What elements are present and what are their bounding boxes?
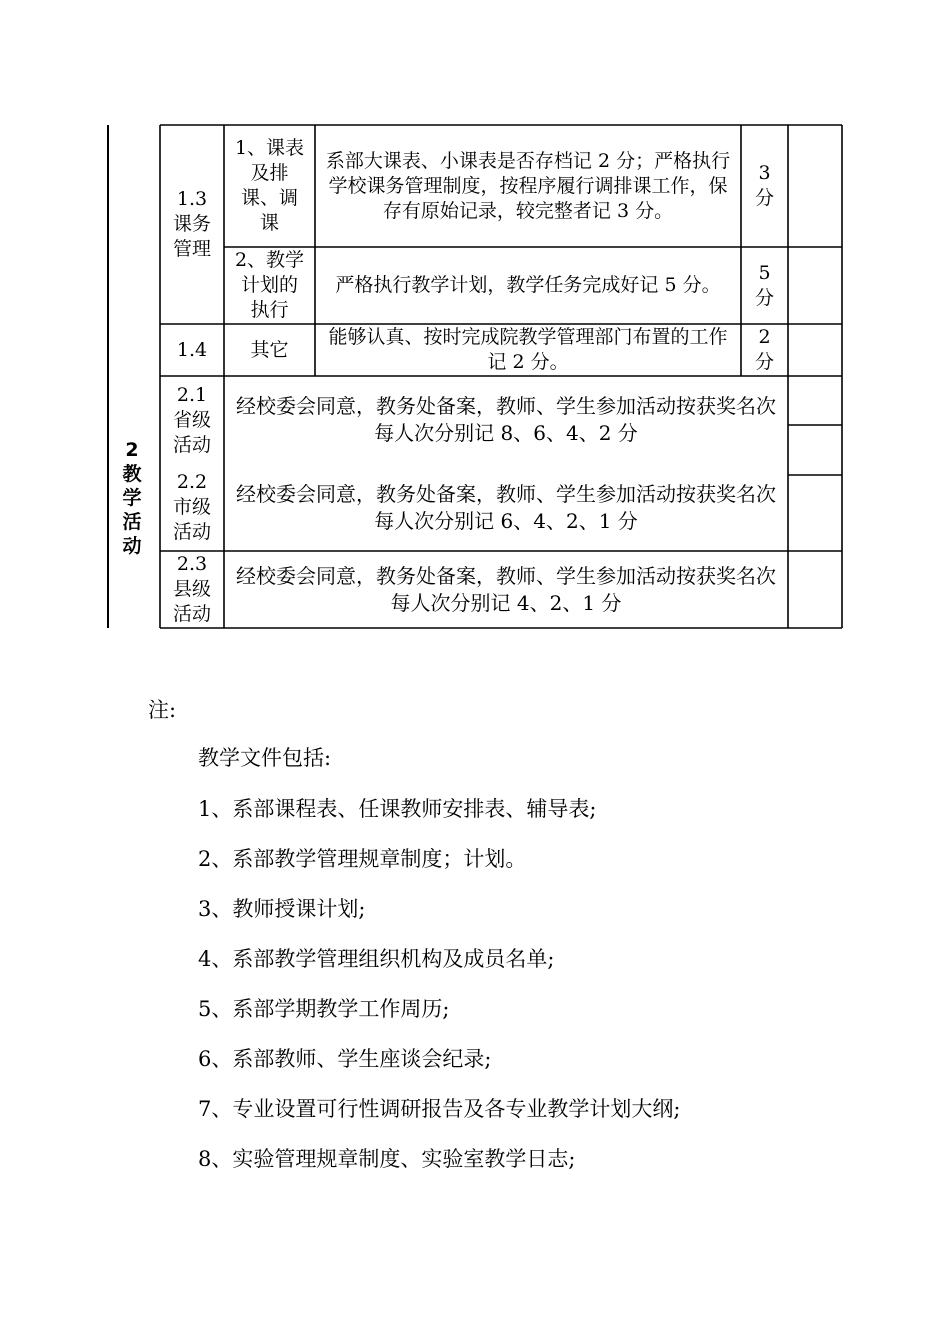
notes-item: 1、系部课程表、任课教师安排表、辅导表; <box>198 797 597 821</box>
row-2-1-label: 2.1 省级 活动 <box>172 383 211 456</box>
notes-item: 3、教师授课计划; <box>198 897 366 921</box>
notes-item: 5、系部学期教学工作周历; <box>198 997 450 1021</box>
notes-item: 8、实验管理规章制度、实验室教学日志; <box>198 1147 576 1171</box>
notes-intro: 教学文件包括: <box>198 746 332 770</box>
notes-item: 4、系部教学管理组织机构及成员名单; <box>198 947 555 971</box>
notes-item: 7、专业设置可行性调研报告及各专业教学计划大纲; <box>198 1097 681 1121</box>
row-1-3-label: 1.3 课务 管理 <box>172 188 211 260</box>
row-2-2-label: 2.2 市级 活动 <box>172 471 211 543</box>
row-2-3-label: 2.3 县级 活动 <box>172 553 211 625</box>
section-2-char: 动 <box>122 535 142 557</box>
row-2-2-desc: 经校委会同意，教务处备案，教师、学生参加活动按获奖名次每人次分别记 6、4、2、1 分 <box>236 481 776 533</box>
row-1-3-2-desc: 严格执行教学计划，教学任务完成好记 5 分。 <box>335 274 721 296</box>
row-1-4-name: 其它 <box>250 338 289 361</box>
section-2-char: 活 <box>122 511 142 533</box>
row-1-4-score: 2 分 <box>754 326 774 373</box>
notes-item: 2、系部教学管理规章制度；计划。 <box>198 847 527 871</box>
row-1-3-2-score: 5 分 <box>754 261 774 309</box>
section-2-char: 教 <box>122 463 142 485</box>
row-1-4-label: 1.4 <box>176 338 208 361</box>
row-2-1-desc: 经校委会同意，教务处备案，教师、学生参加活动按获奖名次每人次分别记 8、6、4、2 分 <box>236 394 776 445</box>
section-2-char: 学 <box>122 487 142 509</box>
row-1-4-desc: 能够认真、按时完成院教学管理部门布置的工作记 2 分。 <box>328 326 728 373</box>
row-1-3-2-name: 2、教学 计划的 执行 <box>234 249 305 321</box>
row-1-3-1-name: 1、课表 及排 课、调 课 <box>234 137 305 234</box>
row-1-3-1-score: 3 分 <box>754 162 774 209</box>
row-2-3-desc: 经校委会同意，教务处备案，教师、学生参加活动按获奖名次每人次分别记 4、2、1 分 <box>236 563 776 615</box>
section-2-number: 2 <box>125 439 139 461</box>
row-1-3-1-desc: 系部大课表、小课表是否存档记 2 分；严格执行学校课务管理制度，按程序履行调排课工作，保存有原始记录，较完整者记 3 分。 <box>325 149 731 222</box>
notes-item: 6、系部教师、学生座谈会纪录; <box>198 1047 492 1071</box>
notes-heading: 注: <box>148 698 177 722</box>
